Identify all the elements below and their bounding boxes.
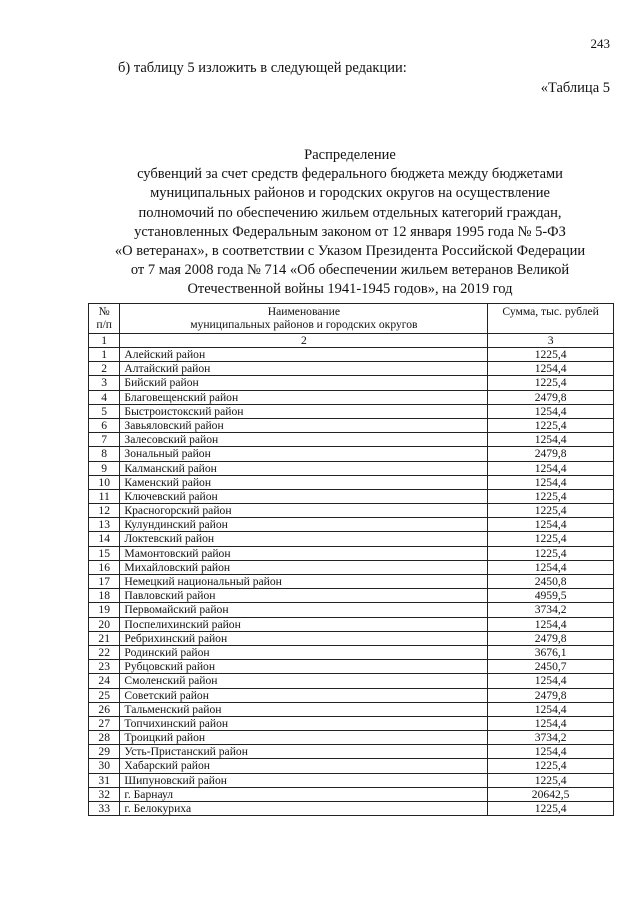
row-sum: 1225,4 xyxy=(488,418,614,432)
table-row xyxy=(89,404,614,418)
table-row xyxy=(89,645,614,659)
row-name: Завьяловский район xyxy=(120,418,488,432)
row-name: Усть-Пристанский район xyxy=(120,745,488,759)
row-sum: 1225,4 xyxy=(488,802,614,816)
row-sum: 1254,4 xyxy=(488,362,614,376)
table-row xyxy=(89,532,614,546)
row-sum: 2479,8 xyxy=(488,447,614,461)
row-name: Локтевский район xyxy=(120,532,488,546)
row-number: 13 xyxy=(89,518,120,532)
row-name: Красногорский район xyxy=(120,504,488,518)
row-number: 16 xyxy=(89,560,120,574)
row-number: 1 xyxy=(89,348,120,362)
column-index: 3 xyxy=(488,334,614,348)
row-name: Ребрихинский район xyxy=(120,631,488,645)
header-number-line1: № xyxy=(98,305,110,318)
table-row xyxy=(89,759,614,773)
row-number: 9 xyxy=(89,461,120,475)
table-row xyxy=(89,461,614,475)
row-number: 11 xyxy=(89,489,120,503)
row-sum: 3734,2 xyxy=(488,603,614,617)
title-line: муниципальных районов и городских округов на осуществление xyxy=(150,185,550,202)
row-sum: 1225,4 xyxy=(488,532,614,546)
row-name: Шипуновский район xyxy=(120,773,488,787)
page-number: 243 xyxy=(590,36,610,51)
row-number: 2 xyxy=(89,362,120,376)
row-sum: 2479,8 xyxy=(488,390,614,404)
title-line: «О ветеранах», в соответствии с Указом Президента Российской Федерации xyxy=(114,243,586,260)
row-number: 6 xyxy=(89,418,120,432)
title-line: Распределение xyxy=(304,147,396,163)
column-index: 1 xyxy=(89,334,120,348)
title-line: от 7 мая 2008 года № 714 «Об обеспечении жильем ветеранов Великой xyxy=(130,262,570,279)
row-sum: 1254,4 xyxy=(488,560,614,574)
row-sum: 1254,4 xyxy=(488,404,614,418)
table-row xyxy=(89,802,614,816)
row-number: 7 xyxy=(89,433,120,447)
row-sum: 1254,4 xyxy=(488,475,614,489)
row-name: Павловский район xyxy=(120,589,488,603)
row-name: Алтайский район xyxy=(120,362,488,376)
row-name: Родинский район xyxy=(120,645,488,659)
row-number: 24 xyxy=(89,674,120,688)
row-sum: 1254,4 xyxy=(488,674,614,688)
row-sum: 1225,4 xyxy=(488,773,614,787)
row-number: 31 xyxy=(89,773,120,787)
table-row xyxy=(89,589,614,603)
row-number: 5 xyxy=(89,404,120,418)
table-row xyxy=(89,631,614,645)
title-line: Отечественной войны 1941-1945 годов», на 2019 год xyxy=(187,281,513,298)
table-row xyxy=(89,660,614,674)
header-name xyxy=(120,304,488,334)
row-number: 32 xyxy=(89,787,120,801)
row-name: Алейский район xyxy=(120,348,488,362)
row-name: г. Белокуриха xyxy=(120,802,488,816)
table-row xyxy=(89,787,614,801)
row-name: Тальменский район xyxy=(120,702,488,716)
row-sum: 1254,4 xyxy=(488,461,614,475)
row-sum: 1225,4 xyxy=(488,348,614,362)
row-sum: 1254,4 xyxy=(488,702,614,716)
row-number: 25 xyxy=(89,688,120,702)
title-line: установленных Федеральным законом от 12 января 1995 года № 5-ФЗ xyxy=(134,223,566,240)
header-name-line2: муниципальных районов и городских округов xyxy=(190,318,418,331)
table-row xyxy=(89,447,614,461)
row-number: 8 xyxy=(89,447,120,461)
title-line: полномочий по обеспечению жильем отдельных категорий граждан, xyxy=(138,204,562,221)
table-row xyxy=(89,617,614,631)
title-line: субвенций за счет средств федерального бюджета между бюджетами xyxy=(137,166,563,183)
row-sum: 1225,4 xyxy=(488,489,614,503)
row-number: 14 xyxy=(89,532,120,546)
row-name: Бийский район xyxy=(120,376,488,390)
header-name-line1: Наименование xyxy=(267,305,340,318)
row-number: 10 xyxy=(89,475,120,489)
table-row xyxy=(89,475,614,489)
table-row xyxy=(89,745,614,759)
row-name: Калманский район xyxy=(120,461,488,475)
row-sum: 1254,4 xyxy=(488,745,614,759)
row-number: 28 xyxy=(89,731,120,745)
table-row xyxy=(89,546,614,560)
row-name: г. Барнаул xyxy=(120,787,488,801)
table-reference: «Таблица 5 xyxy=(540,80,610,96)
table-row xyxy=(89,603,614,617)
row-number: 30 xyxy=(89,759,120,773)
document-title xyxy=(60,146,640,300)
row-number: 22 xyxy=(89,645,120,659)
row-name: Немецкий национальный район xyxy=(120,575,488,589)
table-row xyxy=(89,362,614,376)
row-name: Благовещенский район xyxy=(120,390,488,404)
table-row xyxy=(89,716,614,730)
table-row xyxy=(89,560,614,574)
header-sum: Сумма, тыс. рублей xyxy=(488,304,614,334)
header-number-line2: п/п xyxy=(96,318,113,331)
row-name: Быстроистокский район xyxy=(120,404,488,418)
table-row xyxy=(89,489,614,503)
row-number: 26 xyxy=(89,702,120,716)
row-sum: 2450,7 xyxy=(488,660,614,674)
table-row xyxy=(89,348,614,362)
row-name: Каменский район xyxy=(120,475,488,489)
row-number: 18 xyxy=(89,589,120,603)
row-name: Хабарский район xyxy=(120,759,488,773)
row-number: 21 xyxy=(89,631,120,645)
row-sum: 20642,5 xyxy=(488,787,614,801)
table-row xyxy=(89,575,614,589)
row-number: 4 xyxy=(89,390,120,404)
row-name: Советский район xyxy=(120,688,488,702)
subsidy-table xyxy=(88,303,614,816)
header-number xyxy=(89,304,120,334)
row-sum: 1225,4 xyxy=(488,759,614,773)
row-name: Зональный район xyxy=(120,447,488,461)
row-sum: 4959,5 xyxy=(488,589,614,603)
row-sum: 1254,4 xyxy=(488,716,614,730)
table-row xyxy=(89,433,614,447)
row-sum: 2479,8 xyxy=(488,631,614,645)
row-number: 29 xyxy=(89,745,120,759)
row-number: 19 xyxy=(89,603,120,617)
row-name: Мамонтовский район xyxy=(120,546,488,560)
row-name: Топчихинский район xyxy=(120,716,488,730)
table-row xyxy=(89,688,614,702)
table-row xyxy=(89,504,614,518)
row-number: 33 xyxy=(89,802,120,816)
row-sum: 2479,8 xyxy=(488,688,614,702)
row-number: 17 xyxy=(89,575,120,589)
table-row xyxy=(89,773,614,787)
table-header-row xyxy=(89,304,614,334)
row-sum: 1254,4 xyxy=(488,433,614,447)
row-sum: 3734,2 xyxy=(488,731,614,745)
row-sum: 3676,1 xyxy=(488,645,614,659)
row-sum: 1254,4 xyxy=(488,617,614,631)
row-name: Рубцовский район xyxy=(120,660,488,674)
table-row xyxy=(89,702,614,716)
row-name: Кулундинский район xyxy=(120,518,488,532)
row-name: Михайловский район xyxy=(120,560,488,574)
row-name: Первомайский район xyxy=(120,603,488,617)
row-number: 15 xyxy=(89,546,120,560)
row-sum: 1225,4 xyxy=(488,504,614,518)
row-number: 27 xyxy=(89,716,120,730)
column-index: 2 xyxy=(120,334,488,348)
table-row xyxy=(89,376,614,390)
table-row xyxy=(89,674,614,688)
row-number: 23 xyxy=(89,660,120,674)
table-row xyxy=(89,731,614,745)
row-sum: 1254,4 xyxy=(488,518,614,532)
row-number: 12 xyxy=(89,504,120,518)
table-row xyxy=(89,418,614,432)
intro-line: б) таблицу 5 изложить в следующей редакции: xyxy=(118,60,407,76)
column-index-row xyxy=(89,334,614,348)
row-number: 3 xyxy=(89,376,120,390)
row-sum: 2450,8 xyxy=(488,575,614,589)
row-sum: 1225,4 xyxy=(488,376,614,390)
row-name: Смоленский район xyxy=(120,674,488,688)
table-row xyxy=(89,518,614,532)
row-name: Троицкий район xyxy=(120,731,488,745)
row-name: Залесовский район xyxy=(120,433,488,447)
row-number: 20 xyxy=(89,617,120,631)
row-name: Ключевский район xyxy=(120,489,488,503)
row-name: Поспелихинский район xyxy=(120,617,488,631)
row-sum: 1225,4 xyxy=(488,546,614,560)
table-row xyxy=(89,390,614,404)
